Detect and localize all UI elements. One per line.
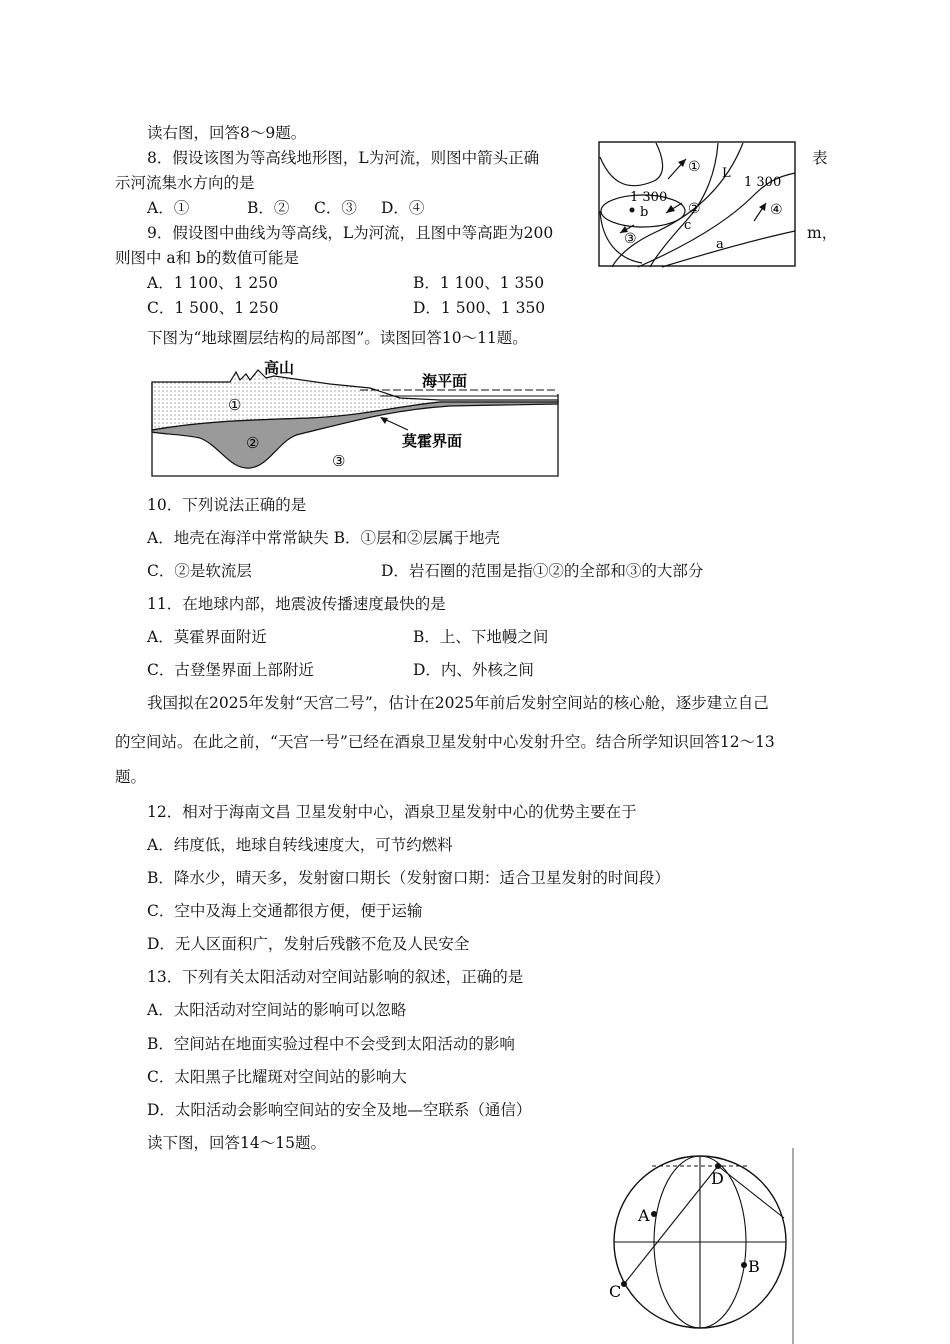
q12-option-c: C．空中及海上交通都很方便，便于运输 xyxy=(147,902,423,920)
label-arrow-2: ② xyxy=(688,201,701,217)
q13-option-d: D．太阳活动会影响空间站的安全及地—空联系（通信） xyxy=(147,1101,532,1119)
q12-option-a: A．纬度低，地球自转线速度大，可节约燃料 xyxy=(147,836,453,854)
contour-line xyxy=(600,143,663,186)
q9-option-d: D．1 500、1 350 xyxy=(413,299,546,317)
label-layer-3: ③ xyxy=(332,452,346,470)
label-a: a xyxy=(716,237,724,252)
label-arrow-1: ① xyxy=(688,159,701,175)
q9-option-a: A．1 100、1 250 xyxy=(147,274,278,292)
q12-13-intro-3: 题。 xyxy=(115,768,147,786)
q12-13-intro-1: 我国拟在2025年发射“天宫二号”，估计在2025年前后发射空间站的核心舱，逐步建立自己 xyxy=(147,694,769,712)
q9-option-b: B．1 100、1 350 xyxy=(413,274,545,292)
label-layer-1: ① xyxy=(228,396,242,414)
q12-13-intro-2: 的空间站。在此之前，“天宫一号”已经在酒泉卫星发射中心发射升空。结合所学知识回答12～13 xyxy=(115,733,775,751)
q8-9-intro: 读右图，回答8～9题。 xyxy=(147,124,307,142)
line-c-d xyxy=(624,1166,718,1284)
q9-stem-tail: m， xyxy=(807,224,838,242)
label-L: L xyxy=(722,166,731,181)
label-c: c xyxy=(684,218,692,233)
q8-option-b: B．② xyxy=(247,199,290,217)
q12-stem: 12．相对于海南文昌 卫星发射中心，酒泉卫星发射中心的优势主要在于 xyxy=(147,803,637,821)
contour-line-a xyxy=(662,231,795,267)
label-b: b xyxy=(640,205,649,220)
q10-option-d: D．岩石圈的范围是指①②的全部和③的大部分 xyxy=(381,562,704,580)
label-1300-left: 1 300 xyxy=(630,190,668,205)
q13-option-c: C．太阳黑子比耀斑对空间站的影响大 xyxy=(147,1068,407,1086)
label-B: B xyxy=(748,1257,760,1276)
label-arrow-4: ④ xyxy=(770,202,783,218)
q10-option-c: C．②是软流层 xyxy=(147,562,252,580)
label-A: A xyxy=(638,1206,650,1225)
q13-stem: 13．下列有关太阳活动对空间站影响的叙述，正确的是 xyxy=(147,968,524,986)
point-b xyxy=(630,208,635,213)
label-D: D xyxy=(711,1169,724,1188)
q10-stem: 10．下列说法正确的是 xyxy=(147,496,307,514)
q14-15-intro: 读下图，回答14～15题。 xyxy=(147,1134,326,1152)
label-mountain: 高山 xyxy=(264,359,295,377)
q9-option-c: C．1 500、1 250 xyxy=(147,299,279,317)
q12-option-b: B．降水少，晴天多，发射窗口期长（发射窗口期：适合卫星发射的时间段） xyxy=(147,869,670,887)
q10-option-ab: A．地壳在海洋中常常缺失 B．①层和②层属于地壳 xyxy=(147,529,501,547)
q12-option-d: D．无人区面积广，发射后残骸不危及人民安全 xyxy=(147,935,470,953)
line-d-edge xyxy=(718,1166,784,1218)
q8-option-c: C．③ xyxy=(314,199,357,217)
earth-layers-figure xyxy=(150,358,562,480)
point-B xyxy=(741,1262,747,1268)
q8-stem-tail: 表 xyxy=(812,149,828,167)
q13-option-b: B．空间站在地面实验过程中不会受到太阳活动的影响 xyxy=(147,1035,515,1053)
label-moho: 莫霍界面 xyxy=(402,432,463,450)
label-layer-2: ② xyxy=(246,434,260,452)
q8-stem: 8．假设该图为等高线地形图，L为河流，则图中箭头正确 xyxy=(147,149,540,167)
q9-stem: 9．假设图中曲线为等高线，L为河流，且图中等高距为200 xyxy=(147,224,554,242)
point-C xyxy=(621,1281,627,1287)
label-sea-level: 海平面 xyxy=(422,372,468,390)
q8-stem-cont: 示河流集水方向的是 xyxy=(115,174,255,192)
point-A xyxy=(651,1211,657,1217)
q8-option-a: A．① xyxy=(147,199,190,217)
label-1300-right: 1 300 xyxy=(744,175,782,190)
contour-map-figure xyxy=(598,141,798,269)
arrow-2 xyxy=(666,203,682,213)
q11-option-c: C．古登堡界面上部附近 xyxy=(147,661,314,679)
q11-option-d: D．内、外核之间 xyxy=(413,661,534,679)
globe-figure xyxy=(600,1148,800,1344)
q11-option-a: A．莫霍界面附近 xyxy=(147,628,267,646)
q11-option-b: B．上、下地幔之间 xyxy=(413,628,549,646)
label-arrow-3: ③ xyxy=(624,231,637,247)
q13-option-a: A．太阳活动对空间站的影响可以忽略 xyxy=(147,1001,407,1019)
q11-stem: 11．在地球内部，地震波传播速度最快的是 xyxy=(147,595,446,613)
q9-stem-cont: 则图中 a和 b的数值可能是 xyxy=(115,249,300,267)
label-C: C xyxy=(609,1282,622,1301)
q10-11-intro: 下图为“地球圈层结构的局部图”。读图回答10～11题。 xyxy=(147,329,528,347)
q8-option-d: D．④ xyxy=(381,199,425,217)
arrow-1 xyxy=(668,159,686,179)
arrow-4 xyxy=(754,203,766,221)
